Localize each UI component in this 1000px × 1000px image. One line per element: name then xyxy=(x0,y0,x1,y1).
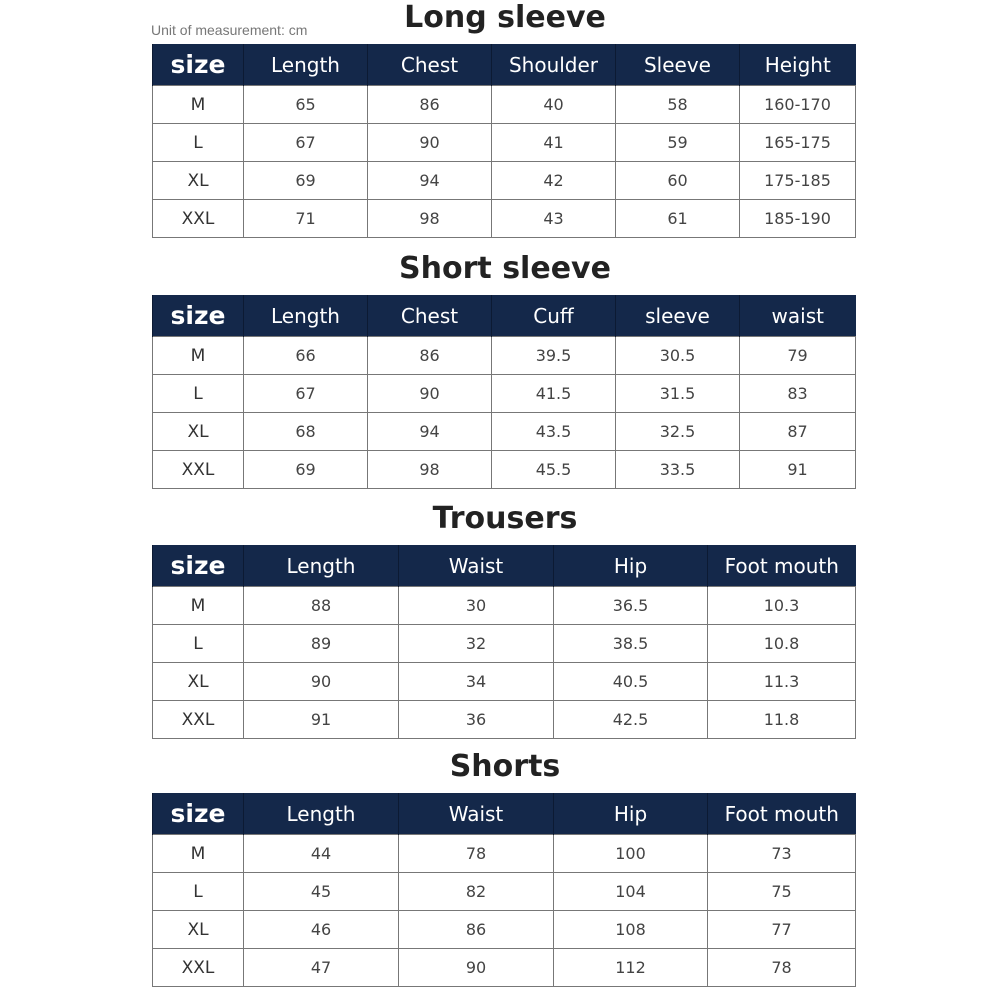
cell: 73 xyxy=(708,835,856,873)
table-row xyxy=(153,663,856,701)
header-shoulder: Shoulder xyxy=(492,44,616,86)
header-hip: Hip xyxy=(554,793,708,835)
cell: 83 xyxy=(740,375,856,413)
cell: 41.5 xyxy=(492,375,616,413)
cell: 108 xyxy=(554,911,708,949)
header-size: size xyxy=(153,545,244,587)
header-waist: Waist xyxy=(399,545,554,587)
header-size: size xyxy=(153,295,244,337)
cell: 67 xyxy=(244,375,368,413)
cell: 47 xyxy=(244,949,399,987)
header-chest: Chest xyxy=(368,44,492,86)
cell: 175-185 xyxy=(740,162,856,200)
trousers-title: Trousers xyxy=(432,501,578,536)
cell: 165-175 xyxy=(740,124,856,162)
cell: 79 xyxy=(740,337,856,375)
table-header-row xyxy=(153,295,856,337)
cell: 32.5 xyxy=(616,413,740,451)
header-foot-mouth: Foot mouth xyxy=(708,545,856,587)
cell-size: XL xyxy=(153,663,244,701)
cell: 98 xyxy=(368,451,492,489)
table-row xyxy=(153,873,856,911)
cell: 41 xyxy=(492,124,616,162)
long-sleeve-title: Long sleeve xyxy=(404,0,606,35)
short-sleeve-title: Short sleeve xyxy=(399,251,611,286)
cell: 88 xyxy=(244,587,399,625)
cell-size: M xyxy=(153,587,244,625)
cell: 42.5 xyxy=(554,701,708,739)
cell: 112 xyxy=(554,949,708,987)
cell: 68 xyxy=(244,413,368,451)
header-foot-mouth: Foot mouth xyxy=(708,793,856,835)
cell: 69 xyxy=(244,451,368,489)
cell-size: L xyxy=(153,375,244,413)
cell: 11.8 xyxy=(708,701,856,739)
cell: 71 xyxy=(244,200,368,238)
cell-size: XL xyxy=(153,413,244,451)
cell: 38.5 xyxy=(554,625,708,663)
cell-size: XXL xyxy=(153,701,244,739)
cell: 61 xyxy=(616,200,740,238)
cell: 185-190 xyxy=(740,200,856,238)
table-row xyxy=(153,835,856,873)
cell: 87 xyxy=(740,413,856,451)
header-chest: Chest xyxy=(368,295,492,337)
cell: 40 xyxy=(492,86,616,124)
cell: 91 xyxy=(740,451,856,489)
cell: 31.5 xyxy=(616,375,740,413)
header-waist: waist xyxy=(740,295,856,337)
cell: 34 xyxy=(399,663,554,701)
table-row xyxy=(153,587,856,625)
short-sleeve-size-table xyxy=(152,295,856,489)
table-row xyxy=(153,162,856,200)
header-length: Length xyxy=(244,545,399,587)
header-waist: Waist xyxy=(399,793,554,835)
cell: 77 xyxy=(708,911,856,949)
cell-size: L xyxy=(153,124,244,162)
cell: 30.5 xyxy=(616,337,740,375)
cell: 36.5 xyxy=(554,587,708,625)
cell: 66 xyxy=(244,337,368,375)
cell: 104 xyxy=(554,873,708,911)
cell: 32 xyxy=(399,625,554,663)
cell: 94 xyxy=(368,162,492,200)
cell-size: M xyxy=(153,835,244,873)
table-row xyxy=(153,701,856,739)
cell: 75 xyxy=(708,873,856,911)
cell-size: L xyxy=(153,873,244,911)
cell: 86 xyxy=(368,86,492,124)
cell: 94 xyxy=(368,413,492,451)
header-length: Length xyxy=(244,295,368,337)
trousers-size-table xyxy=(152,545,856,739)
cell: 36 xyxy=(399,701,554,739)
cell-size: XXL xyxy=(153,451,244,489)
table-row xyxy=(153,911,856,949)
cell: 45.5 xyxy=(492,451,616,489)
cell: 86 xyxy=(368,337,492,375)
cell: 46 xyxy=(244,911,399,949)
cell: 58 xyxy=(616,86,740,124)
cell: 90 xyxy=(368,375,492,413)
cell-size: M xyxy=(153,337,244,375)
table-row xyxy=(153,451,856,489)
table-row xyxy=(153,337,856,375)
cell: 44 xyxy=(244,835,399,873)
cell-size: L xyxy=(153,625,244,663)
table-header-row xyxy=(153,44,856,86)
cell: 90 xyxy=(368,124,492,162)
cell: 59 xyxy=(616,124,740,162)
shorts-size-table xyxy=(152,793,856,987)
table-row xyxy=(153,413,856,451)
table-row xyxy=(153,86,856,124)
unit-of-measurement-note: Unit of measurement: cm xyxy=(151,22,308,38)
cell-size: XXL xyxy=(153,949,244,987)
cell: 45 xyxy=(244,873,399,911)
cell: 67 xyxy=(244,124,368,162)
cell-size: XXL xyxy=(153,200,244,238)
cell: 43 xyxy=(492,200,616,238)
cell: 98 xyxy=(368,200,492,238)
header-length: Length xyxy=(244,44,368,86)
header-hip: Hip xyxy=(554,545,708,587)
table-row xyxy=(153,949,856,987)
cell: 89 xyxy=(244,625,399,663)
table-header-row xyxy=(153,545,856,587)
table-row xyxy=(153,124,856,162)
cell: 30 xyxy=(399,587,554,625)
cell: 90 xyxy=(244,663,399,701)
header-cuff: Cuff xyxy=(492,295,616,337)
cell: 91 xyxy=(244,701,399,739)
cell: 65 xyxy=(244,86,368,124)
cell: 39.5 xyxy=(492,337,616,375)
cell-size: XL xyxy=(153,911,244,949)
header-size: size xyxy=(153,44,244,86)
cell: 33.5 xyxy=(616,451,740,489)
cell: 78 xyxy=(399,835,554,873)
cell-size: XL xyxy=(153,162,244,200)
cell: 10.3 xyxy=(708,587,856,625)
cell: 40.5 xyxy=(554,663,708,701)
cell: 42 xyxy=(492,162,616,200)
cell: 86 xyxy=(399,911,554,949)
long-sleeve-size-table xyxy=(152,44,856,238)
cell: 78 xyxy=(708,949,856,987)
cell: 69 xyxy=(244,162,368,200)
cell: 43.5 xyxy=(492,413,616,451)
cell: 60 xyxy=(616,162,740,200)
shorts-title: Shorts xyxy=(449,749,561,784)
header-size: size xyxy=(153,793,244,835)
cell-size: M xyxy=(153,86,244,124)
header-sleeve: sleeve xyxy=(616,295,740,337)
table-header-row xyxy=(153,793,856,835)
cell: 100 xyxy=(554,835,708,873)
table-row xyxy=(153,625,856,663)
table-row xyxy=(153,375,856,413)
table-row xyxy=(153,200,856,238)
cell: 160-170 xyxy=(740,86,856,124)
header-sleeve: Sleeve xyxy=(616,44,740,86)
cell: 82 xyxy=(399,873,554,911)
cell: 11.3 xyxy=(708,663,856,701)
header-length: Length xyxy=(244,793,399,835)
cell: 10.8 xyxy=(708,625,856,663)
header-height: Height xyxy=(740,44,856,86)
cell: 90 xyxy=(399,949,554,987)
